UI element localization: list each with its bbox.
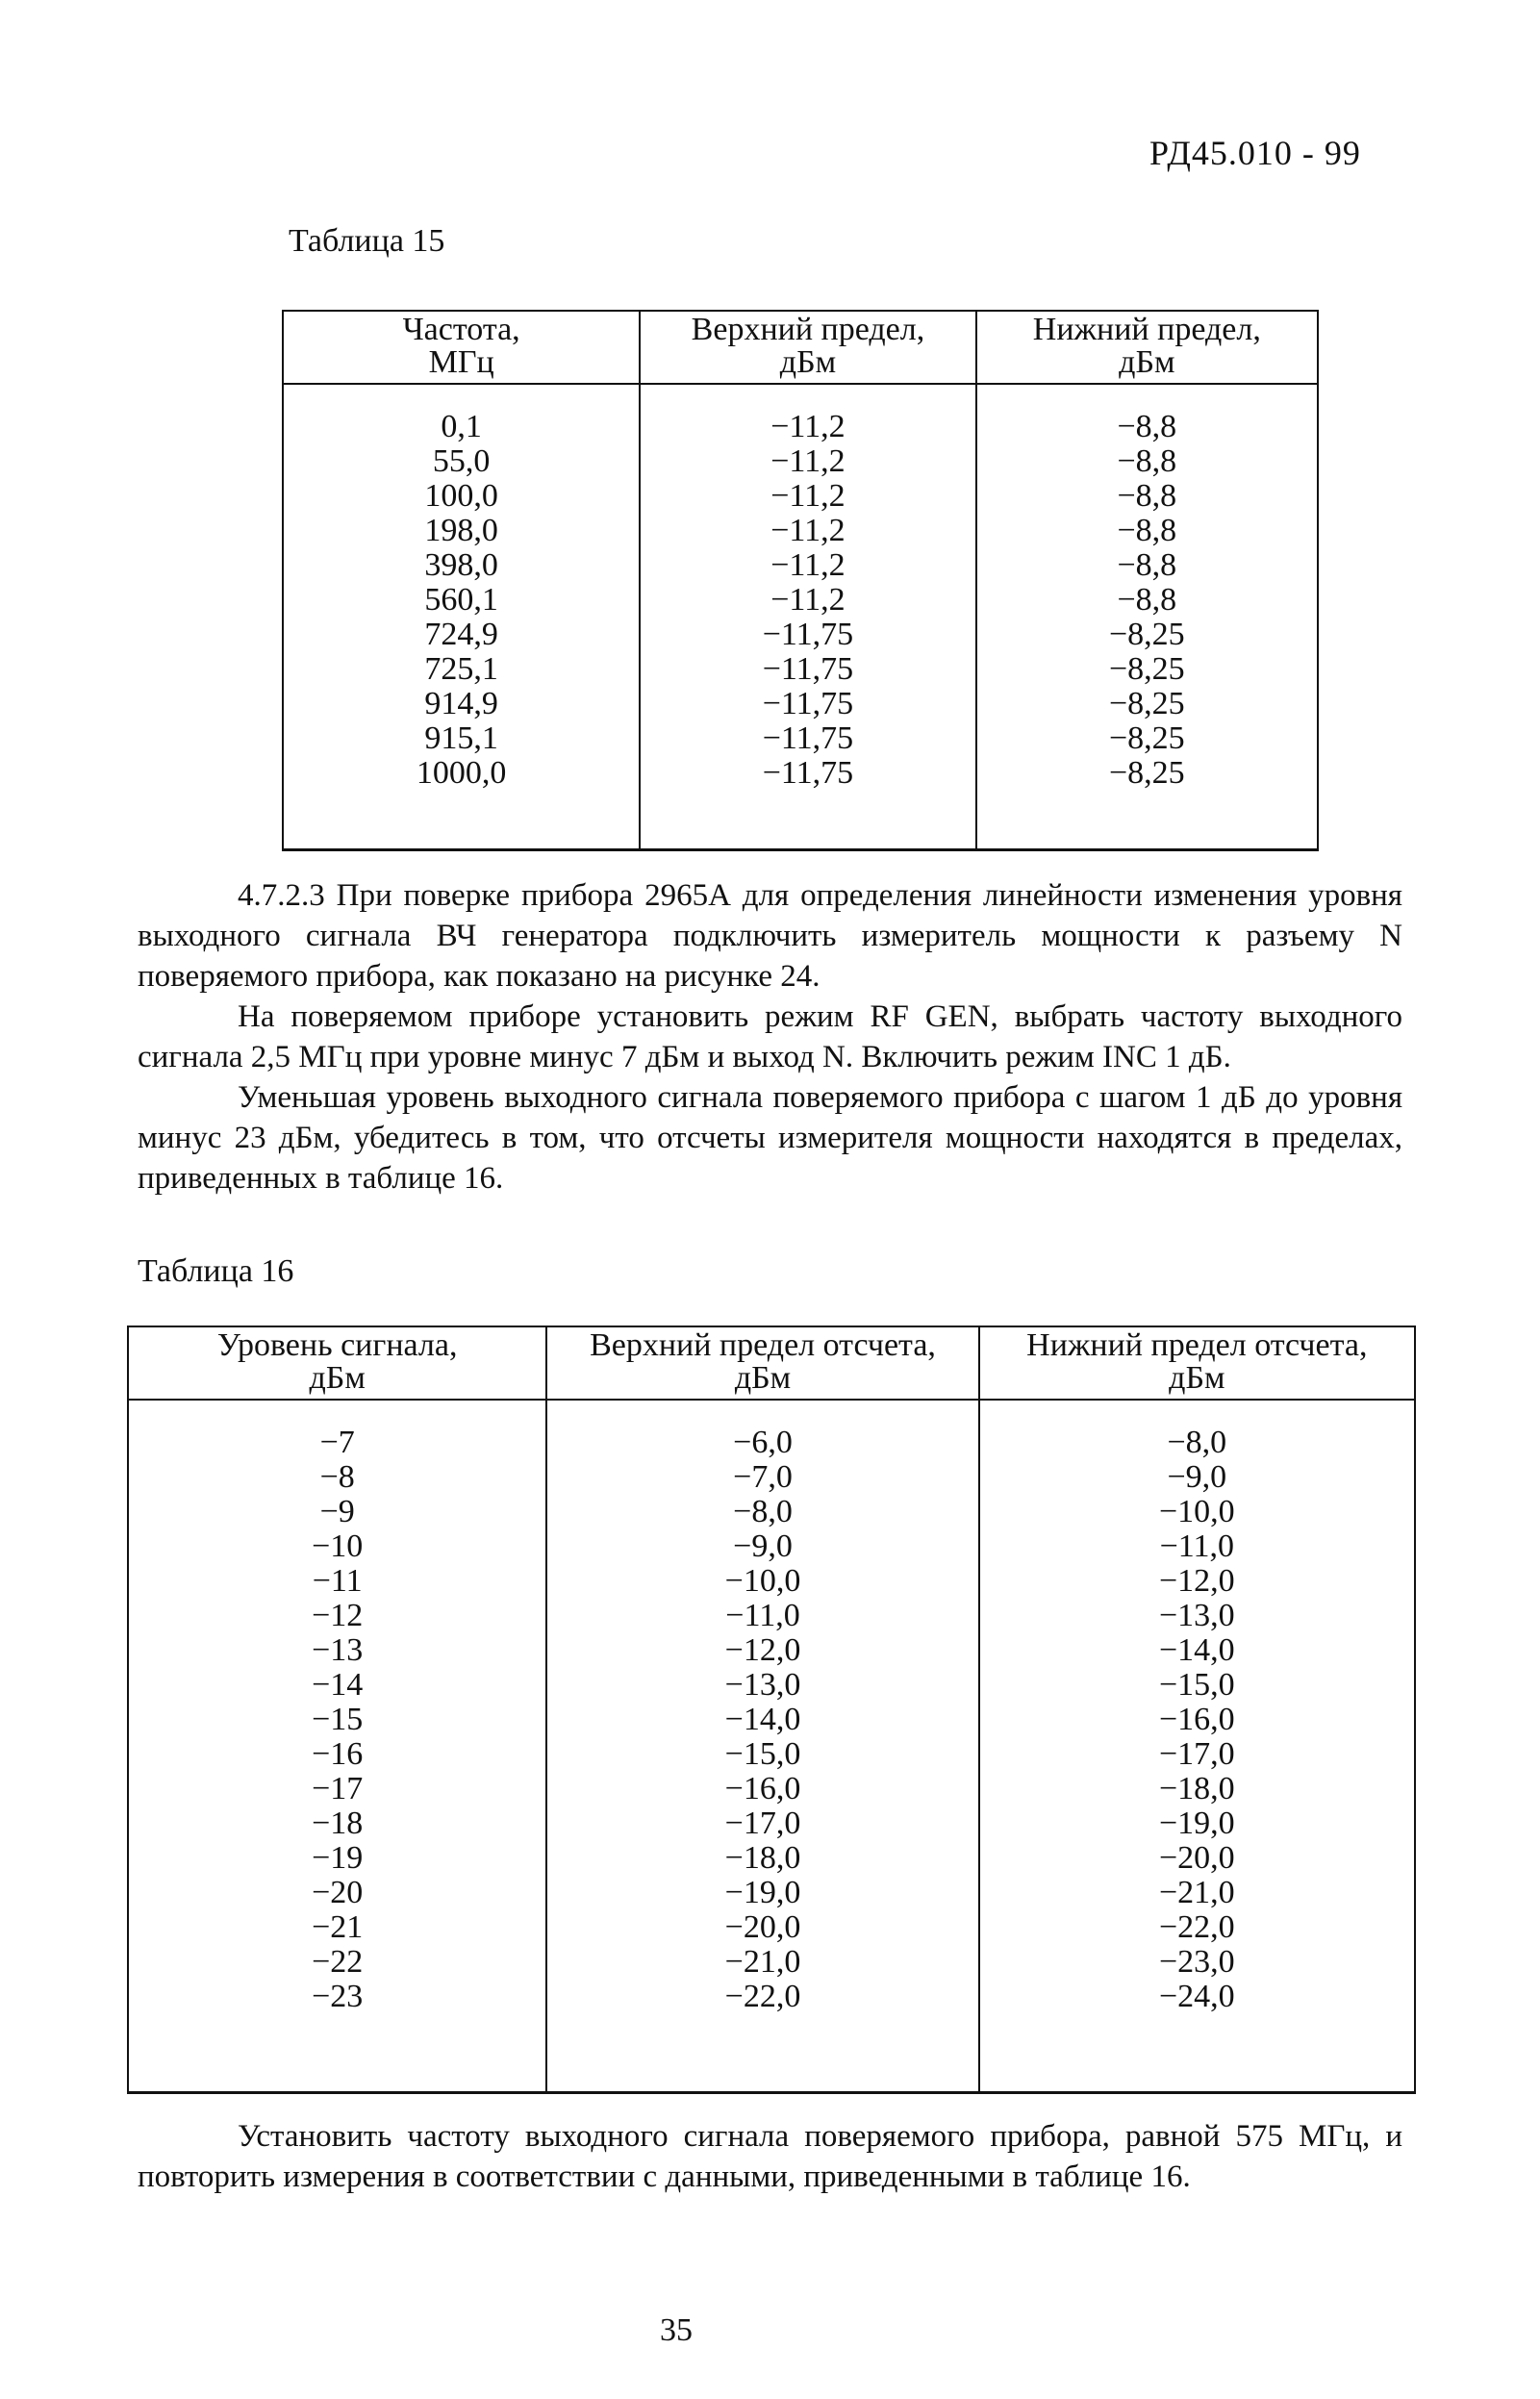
table16-header-level: Уровень сигнала, дБм [128,1326,546,1400]
table15-lower-cell: −8,25 [1108,755,1185,791]
table15-caption: Таблица 15 [289,223,445,259]
table16-lower-cell: −23,0 [1158,1944,1235,1980]
table15-frequency-cell: 725,1 [424,651,498,687]
table16-upper-cell: −16,0 [724,1771,801,1806]
table16-level-cell: −23 [312,1979,364,2014]
table15-lower-cell: −8,8 [1117,582,1177,618]
table16-lower-cell: −22,0 [1158,1909,1235,1945]
table15-lower-column [976,384,1318,850]
table16-upper-cell: −14,0 [724,1702,801,1737]
table16-upper-cell: −22,0 [724,1979,801,2014]
table16-body-row [128,1400,1415,2093]
table16-level-cell: −22 [312,1944,364,1980]
table16-upper-column [546,1400,978,2093]
table15-upper-cell: −11,75 [762,686,854,721]
table15-frequency-cell: 724,9 [424,617,498,652]
table16-lower-cell: −8,0 [1167,1425,1227,1460]
table16-lower-cell: −16,0 [1158,1702,1235,1737]
table15-frequency-cell: 55,0 [432,443,491,479]
table16-upper-cell: −10,0 [724,1563,801,1599]
closing-paragraph: Установить частоту выходного сигнала поверяемого прибора, равной 575 МГц, и повторить измерения в соответствии с данными, приведенными в таблице 16. [138,2119,1402,2194]
table15-frequency-cell: 1000,0 [416,755,507,791]
table15-lower-cell: −8,8 [1117,409,1177,444]
table15-frequency-cell: 915,1 [424,720,498,756]
table16-level-cell: −19 [312,1840,364,1876]
table15-upper-cell: −11,2 [770,443,846,479]
table16-lower-cell: −17,0 [1158,1736,1235,1772]
table15-upper-cell: −11,75 [762,651,854,687]
closing-instruction [138,2116,1402,2197]
table16-lower-cell: −15,0 [1158,1667,1235,1703]
paragraph-1: 4.7.2.3 При поверке прибора 2965А для определения линейности изменения уровня выходного сигнала ВЧ генератора подключить измеритель мощности к разъему N поверяемого прибора, как показано на рисунке 24. [138,878,1402,994]
table15-upper-cell: −11,75 [762,617,854,652]
table16-upper-cell: −8,0 [733,1494,793,1529]
paragraph-2: На поверяемом приборе установить режим RF GEN, выбрать частоту выходного сигнала 2,5 МГц при уровне минус 7 дБм и выход N. Включить режим INC 1 дБ. [138,999,1402,1074]
table16-upper-cell: −20,0 [724,1909,801,1945]
table16-level-cell: −12 [312,1598,364,1633]
table15-upper-cell: −11,2 [770,478,846,514]
table15-lower-cell: −8,25 [1108,720,1185,756]
table16-lower-cell: −21,0 [1158,1875,1235,1910]
table15-frequency-cell: 398,0 [424,547,498,583]
table15-upper-column [640,384,975,850]
table15-lower-cell: −8,8 [1117,478,1177,514]
table15-upper-cell: −11,75 [762,755,854,791]
table16-upper-cell: −7,0 [733,1459,793,1495]
table16-level-cell: −21 [312,1909,364,1945]
table15-frequency-column [283,384,640,850]
table16-upper-cell: −12,0 [724,1632,801,1668]
table16-level-cell: −14 [312,1667,364,1703]
table16-upper-cell: −6,0 [733,1425,793,1460]
table15-lower-cell: −8,25 [1108,651,1185,687]
table16-header-row [128,1326,1415,1400]
document-code: РД45.010 - 99 [1149,134,1361,172]
table16-level-cell: −7 [319,1425,355,1460]
table16-lower-cell: −9,0 [1167,1459,1227,1495]
table15-frequency-cell: 198,0 [424,513,498,548]
table15-upper-cell: −11,2 [770,409,846,444]
table15-frequency-cell: 0,1 [441,409,482,444]
table15-lower-cell: −8,25 [1108,617,1185,652]
table16-upper-cell: −17,0 [724,1806,801,1841]
table16-level-cell: −13 [312,1632,364,1668]
table16-lower-cell: −13,0 [1158,1598,1235,1633]
section-4-7-2-3 [138,875,1402,1199]
table16-level-cell: −9 [319,1494,355,1529]
table16-upper-cell: −13,0 [724,1667,801,1703]
table16-header-upper: Верхний предел отсчета, дБм [546,1326,978,1400]
table16-upper-cell: −11,0 [725,1598,800,1633]
table15-header-lower: Нижний предел, дБм [976,311,1318,384]
table16-lower-cell: −20,0 [1158,1840,1235,1876]
table15 [282,310,1319,851]
table16-lower-cell: −14,0 [1158,1632,1235,1668]
table16-level-cell: −15 [312,1702,364,1737]
table15-upper-cell: −11,2 [770,582,846,618]
table16-level-cell: −16 [312,1736,364,1772]
table15-header-upper: Верхний предел, дБм [640,311,975,384]
table15-lower-cell: −8,25 [1108,686,1185,721]
table15-frequency-cell: 914,9 [424,686,498,721]
table16-upper-cell: −19,0 [724,1875,801,1910]
table16-level-cell: −10 [312,1528,364,1564]
table15-upper-cell: −11,2 [770,513,846,548]
table16-level-cell: −20 [312,1875,364,1910]
table16-upper-cell: −21,0 [724,1944,801,1980]
table16-lower-cell: −12,0 [1158,1563,1235,1599]
table15-lower-cell: −8,8 [1117,547,1177,583]
table15-upper-cell: −11,2 [770,547,846,583]
table16-lower-cell: −24,0 [1158,1979,1235,2014]
table16-header-lower: Нижний предел отсчета, дБм [979,1326,1415,1400]
table16-level-cell: −8 [319,1459,355,1495]
table15-body-row [283,384,1318,850]
table16-caption: Таблица 16 [138,1253,294,1289]
table15-upper-cell: −11,75 [762,720,854,756]
table16-upper-cell: −15,0 [724,1736,801,1772]
table16-upper-cell: −9,0 [733,1528,793,1564]
table15-header-row [283,311,1318,384]
page-number: 35 [660,2312,693,2348]
table16-level-cell: −11 [312,1563,363,1599]
table15-lower-cell: −8,8 [1117,443,1177,479]
table16-lower-cell: −11,0 [1159,1528,1235,1564]
table15-frequency-cell: 100,0 [424,478,498,514]
table16-level-column [128,1400,546,2093]
paragraph-3: Уменьшая уровень выходного сигнала поверяемого прибора с шагом 1 дБ до уровня минус 23 дБм, убедитесь в том, что отсчеты измерителя мощности находятся в пределах, приведенных в таблице 16. [138,1080,1402,1196]
table15-lower-cell: −8,8 [1117,513,1177,548]
table15-header-frequency: Частота, МГц [283,311,640,384]
table16-lower-cell: −10,0 [1158,1494,1235,1529]
table16-lower-cell: −18,0 [1158,1771,1235,1806]
table16-level-cell: −18 [312,1806,364,1841]
table16-lower-column [979,1400,1415,2093]
table16-level-cell: −17 [312,1771,364,1806]
table16-upper-cell: −18,0 [724,1840,801,1876]
table16-lower-cell: −19,0 [1158,1806,1235,1841]
table15-frequency-cell: 560,1 [424,582,498,618]
table16 [127,1326,1416,2094]
